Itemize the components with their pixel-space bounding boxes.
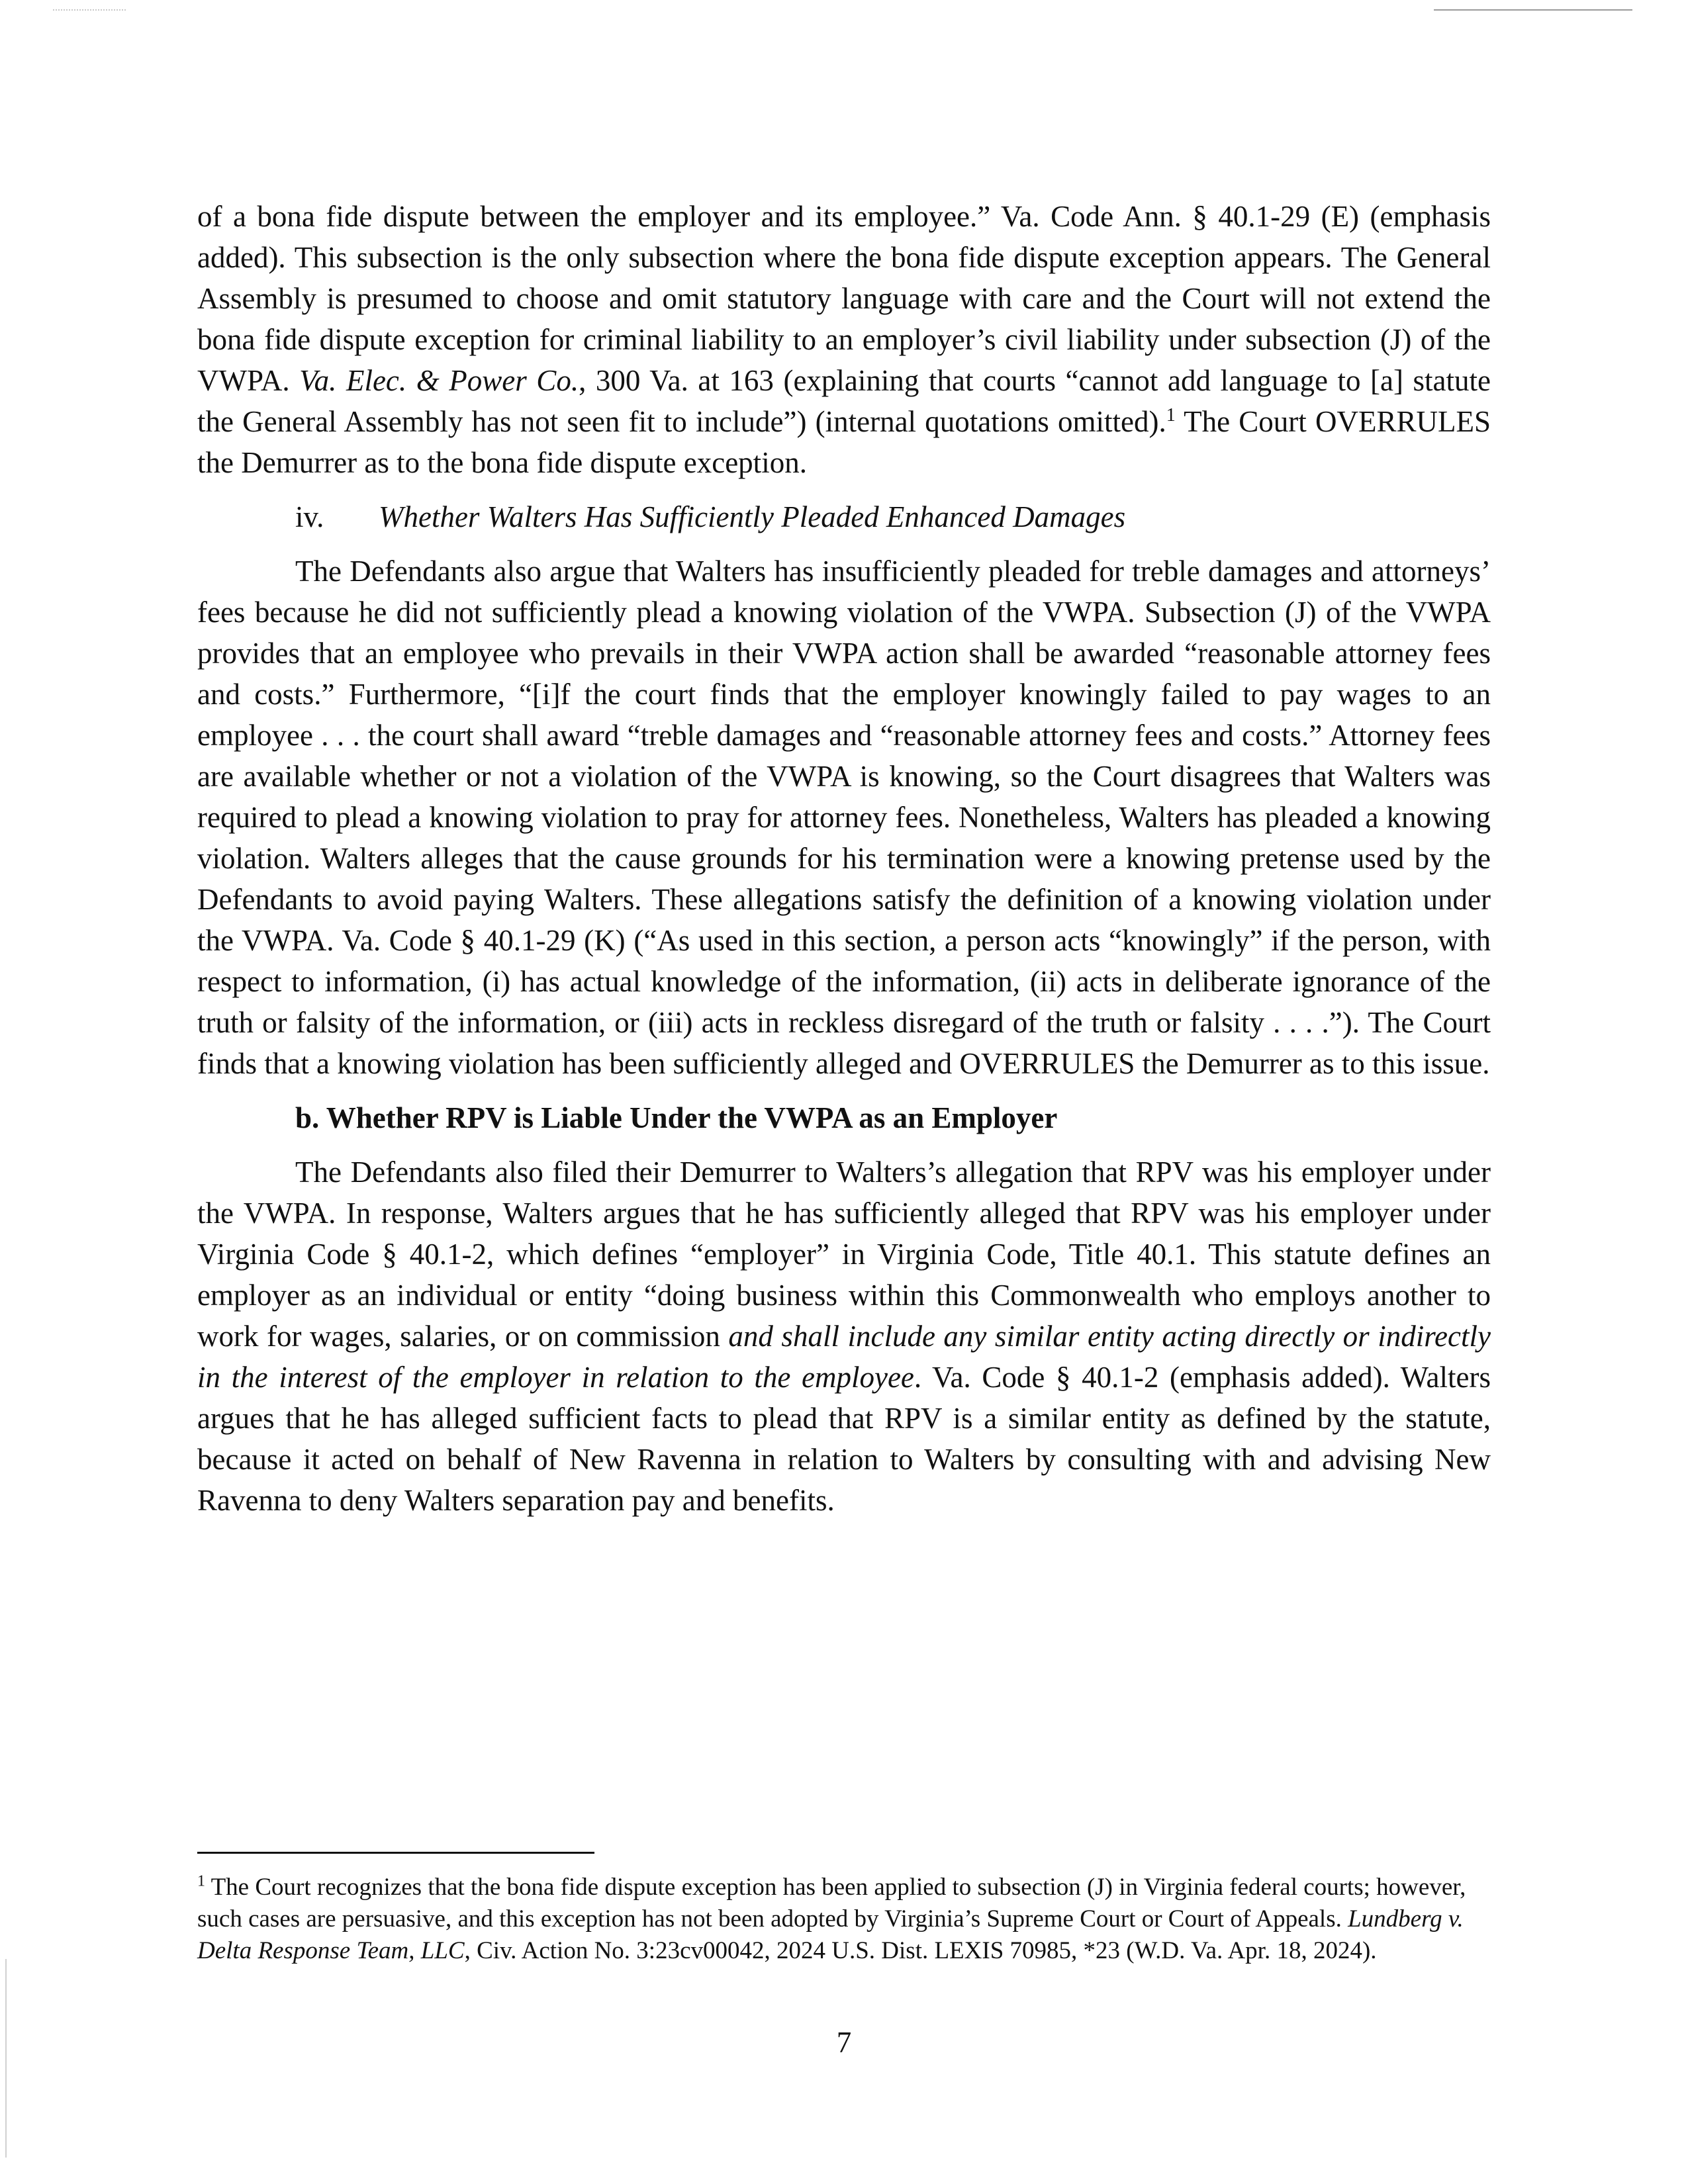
- paragraph-bona-fide-dispute: [197, 196, 1491, 483]
- subsection-heading-iv: [197, 496, 1491, 537]
- paragraph-text: of a bona fide dispute between the employer and its employee.” Va. Code Ann. § 40.1-29 (E) (emphasis added). This subsection is the only subsection where the bona fide dispute exception appears. The General Assembly is presumed to choose and omit statutory language with care and the Court will not extend the bona fide dispute exception for criminal liability to an employer’s civil liability under subsection (J) of the VWPA.: [197, 200, 1491, 397]
- paragraph-enhanced-damages: The Defendants also argue that Walters has insufficiently pleaded for treble damages and attorneys’ fees because he did not sufficiently plead a knowing violation of the VWPA. Subsection (J) of the VWPA provides that an employee who prevails in their VWPA action shall be awarded “reasonable attorney fees and costs.” Furthermore, “[i]f the court finds that the employer knowingly failed to pay wages to an employee . . . the court shall award “treble damages and “reasonable attorney fees and costs.” Attorney fees are available whether or not a violation of the VWPA is knowing, so the Court disagrees that Walters was required to plead a knowing violation to pray for attorney fees. Nonetheless, Walters has pleaded a knowing violation. Walters alleges that the cause grounds for his termination were a knowing pretense used by the Defendants to avoid paying Walters. These allegations satisfy the definition of a knowing violation under the VWPA. Va. Code § 40.1-29 (K) (“As used in this section, a person acts “knowingly” if the person, with respect to information, (i) has actual knowledge of the information, (ii) acts in deliberate ignorance of the truth or falsity of the information, or (iii) acts in reckless disregard of the truth or falsity . . . .”). The Court finds that a knowing violation has been sufficiently alleged and OVERRULES the Demurrer as to this issue.: [197, 555, 1491, 1080]
- footnote-case-name: Lundberg v. Delta Response Team, LLC: [197, 1905, 1464, 1964]
- scan-artifact-left-edge: [5, 1959, 7, 2158]
- paragraph-text: . Va. Code § 40.1-2 (emphasis added). Walters argues that he has alleged sufficient facts to plead that RPV is a similar entity as defined by the statute, because it acted on behalf of New Ravenna in relation to Walters by consulting with and advising New Ravenna to deny Walters separation pay and benefits.: [197, 1361, 1491, 1517]
- subsection-number: iv.: [295, 500, 324, 533]
- footnote-marker: 1: [197, 1872, 205, 1890]
- paragraph-rpv-employer: [197, 1152, 1491, 1521]
- section-heading-b: b. Whether RPV is Liable Under the VWPA as an Employer: [295, 1101, 1058, 1134]
- scan-artifact-top-right-rule: [1434, 9, 1632, 11]
- footnote-separator: [197, 1852, 594, 1854]
- statute-quote-italic: and shall include any similar entity acting directly or indirectly in the interest of the employer in relation to the employee: [197, 1320, 1491, 1394]
- page-number: 7: [836, 2026, 852, 2059]
- footnote-text: , Civ. Action No. 3:23cv00042, 2024 U.S. Dist. LEXIS 70985, *23 (W.D. Va. Apr. 18, 2024).: [464, 1937, 1377, 1964]
- case-citation: Va. Elec. & Power Co.: [299, 364, 579, 397]
- paragraph-text: The Defendants also filed their Demurrer to Walters’s allegation that RPV was his employer under the VWPA. In response, Walters argues that he has sufficiently alleged that RPV was his employer under Virginia Code § 40.1-2, which defines “employer” in Virginia Code, Title 40.1. This statute defines an employer as an individual or entity “doing business within this Commonwealth who employs another to work for wages, salaries, or on commission: [197, 1156, 1491, 1353]
- paragraph-text: , 300 Va. at 163 (explaining that courts “cannot add language to [a] statute the General Assembly has not seen fit to include”) (internal quotations omitted).: [197, 364, 1491, 438]
- footnote-text: The Court recognizes that the bona fide dispute exception has been applied to subsection (J) in Virginia federal courts; however, such cases are persuasive, and this exception has not been adopted by Virginia’s Supreme Court or Court of Appeals.: [197, 1874, 1466, 1933]
- body-text: [197, 196, 1491, 1521]
- footnote-reference: 1: [1166, 405, 1176, 426]
- paragraph-text: The Court OVERRULES the Demurrer as to the bona fide dispute exception.: [197, 405, 1491, 479]
- footnote-1: [197, 1872, 1491, 1967]
- scan-artifact-top-left: [53, 9, 126, 11]
- subsection-title: Whether Walters Has Sufficiently Pleaded Enhanced Damages: [379, 500, 1126, 533]
